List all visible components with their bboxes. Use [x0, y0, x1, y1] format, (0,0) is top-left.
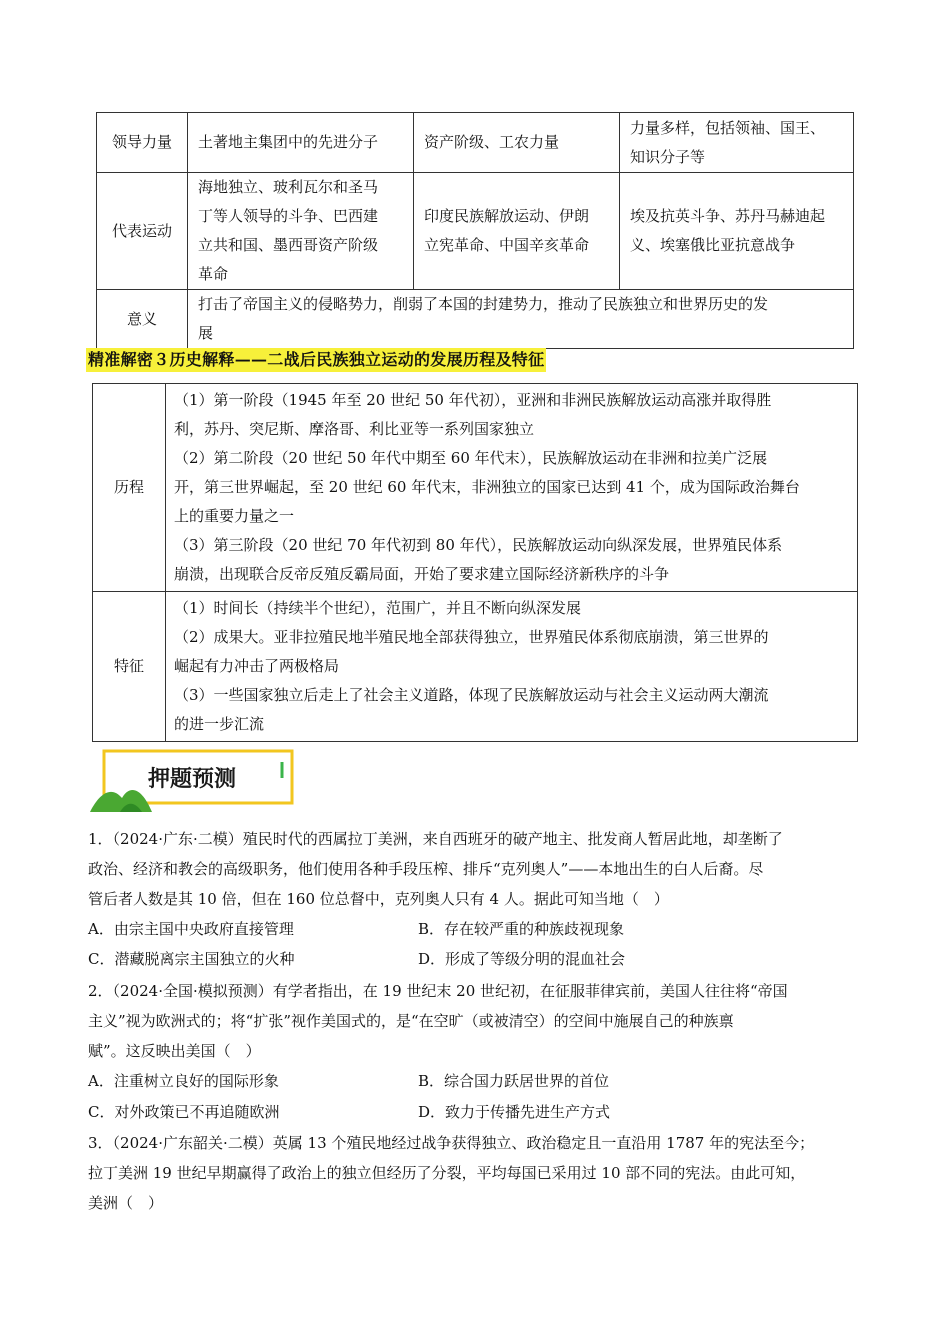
option-b[interactable]: B．综合国力跃居世界的首位	[418, 1072, 610, 1090]
cell-line: 立共和国、墨西哥资产阶级	[198, 236, 379, 254]
row-header: 意义	[97, 290, 188, 349]
table-cell	[620, 173, 854, 290]
table-cell	[414, 173, 620, 290]
cell-line: 革命	[198, 265, 229, 283]
table-row	[97, 173, 854, 290]
cell-line: 打击了帝国主义的侵略势力，削弱了本国的封建势力，推动了民族独立和世界历史的发	[198, 295, 769, 313]
badge-title: 押题预测	[147, 767, 237, 792]
question-line: 管后者人数是其 10 倍，但在 160 位总督中，克列奥人只有 4 人。据此可知当地（ ）	[88, 890, 669, 908]
table-row	[93, 384, 858, 592]
question-line: 3．（2024·广东韶关·二模）英属 13 个殖民地经过战争获得独立、政治稳定且一直沿用 1787 年的宪法至今；	[88, 1134, 815, 1152]
table-cell	[188, 173, 414, 290]
row-header: 领导力量	[97, 113, 188, 173]
cell-line: 丁等人领导的斗争、巴西建	[198, 207, 379, 225]
option-a[interactable]: A．由宗主国中央政府直接管理	[88, 920, 294, 938]
question-line: 美洲（ ）	[88, 1194, 164, 1212]
cell-line: （1）第一阶段（1945 年至 20 世纪 50 年代初），亚洲和非洲民族解放运动高涨并取得胜	[174, 391, 772, 409]
section-badge	[90, 748, 296, 812]
question-line: 拉丁美洲 19 世纪早期赢得了政治上的独立但经历了分裂，平均每国已采用过 10 部不同的宪法。由此可知，	[88, 1164, 806, 1182]
table-row	[97, 113, 854, 173]
row-header: 代表运动	[97, 173, 188, 290]
cell-line: 上的重要力量之一	[174, 507, 295, 525]
table-cell	[166, 384, 858, 592]
cell-line: 土著地主集团中的先进分子	[198, 133, 379, 151]
table-cell	[188, 113, 414, 173]
cell-line: 崩溃，出现联合反帝反殖反霸局面，开始了要求建立国际经济新秩序的斗争	[174, 565, 670, 583]
cell-line: （3）一些国家独立后走上了社会主义道路，体现了民族解放运动与社会主义运动两大潮流	[174, 686, 769, 704]
cell-line: （2）第二阶段（20 世纪 50 年代中期至 60 年代末），民族解放运动在非洲和拉美广泛展	[174, 449, 768, 467]
table-cell	[414, 113, 620, 173]
row-header: 特征	[93, 592, 166, 742]
question-line: 2．（2024·全国·模拟预测）有学者指出，在 19 世纪末 20 世纪初，在征服菲律宾前，美国人往往将“帝国	[88, 982, 788, 1000]
question-3	[88, 1128, 858, 1218]
cell-line: 知识分子等	[630, 147, 706, 166]
cell-line: 展	[198, 324, 214, 342]
option-b[interactable]: B．存在较严重的种族歧视现象	[418, 920, 625, 938]
table-cell	[620, 113, 854, 173]
cell-line: 立宪革命、中国辛亥革命	[424, 236, 590, 254]
cell-line: 力量多样，包括领袖、国王、	[630, 118, 826, 137]
option-a[interactable]: A．注重树立良好的国际形象	[88, 1072, 279, 1090]
cell-line: 义、埃塞俄比亚抗意战争	[630, 236, 796, 254]
question-line: 主义”视为欧洲式的；将“扩张”视作美国式的，是“在空旷（或被清空）的空间中施展自己的种族禀	[88, 1012, 734, 1030]
cell-line: 利，苏丹、突尼斯、摩洛哥、利比亚等一系列国家独立	[174, 420, 535, 438]
cell-line: （2）成果大。亚非拉殖民地半殖民地全部获得独立，世界殖民体系彻底崩溃，第三世界的	[174, 628, 769, 646]
option-c[interactable]: C．潜藏脱离宗主国独立的火种	[88, 950, 295, 968]
option-d[interactable]: D．形成了等级分明的混血社会	[418, 950, 626, 968]
table-cell	[188, 290, 854, 349]
option-d[interactable]: D．致力于传播先进生产方式	[418, 1103, 611, 1121]
question-line: 政治、经济和教会的高级职务，他们使用各种手段压榨、排斥“克列奥人”——本地出生的白人后裔。尽	[88, 860, 764, 878]
cell-line: 埃及抗英斗争、苏丹马赫迪起	[630, 207, 826, 225]
cell-line: 资产阶级、工农力量	[424, 133, 560, 151]
cell-line: 海地独立、玻利瓦尔和圣马	[198, 178, 379, 196]
cell-line: 开，第三世界崛起，至 20 世纪 60 年代末，非洲独立的国家已达到 41 个，成为国际政治舞台	[174, 478, 800, 496]
question-line: 1．（2024·广东·二模）殖民时代的西属拉丁美洲，来自西班牙的破产地主、批发商人暂居此地，却垄断了	[88, 830, 783, 848]
question-1	[88, 824, 858, 914]
table-row	[97, 290, 854, 349]
history-table	[92, 383, 858, 742]
cell-line: 的进一步汇流	[174, 715, 265, 733]
table-cell	[166, 592, 858, 742]
section-heading: 精准解密３历史解释——二战后民族独立运动的发展历程及特征	[86, 348, 546, 372]
row-header: 历程	[93, 384, 166, 592]
table-row	[93, 592, 858, 742]
option-c[interactable]: C．对外政策已不再追随欧洲	[88, 1103, 280, 1121]
comparison-table	[96, 112, 854, 349]
badge-graphic	[90, 748, 296, 812]
question-2	[88, 976, 858, 1066]
cell-line: （3）第三阶段（20 世纪 70 年代初到 80 年代），民族解放运动向纵深发展，世界殖民体系	[174, 536, 783, 554]
question-line: 赋”。这反映出美国（ ）	[88, 1042, 261, 1060]
cell-line: 印度民族解放运动、伊朗	[424, 207, 590, 225]
cell-line: （1）时间长（持续半个世纪），范围广，并且不断向纵深发展	[174, 599, 582, 617]
cell-line: 崛起有力冲击了两极格局	[174, 657, 340, 675]
